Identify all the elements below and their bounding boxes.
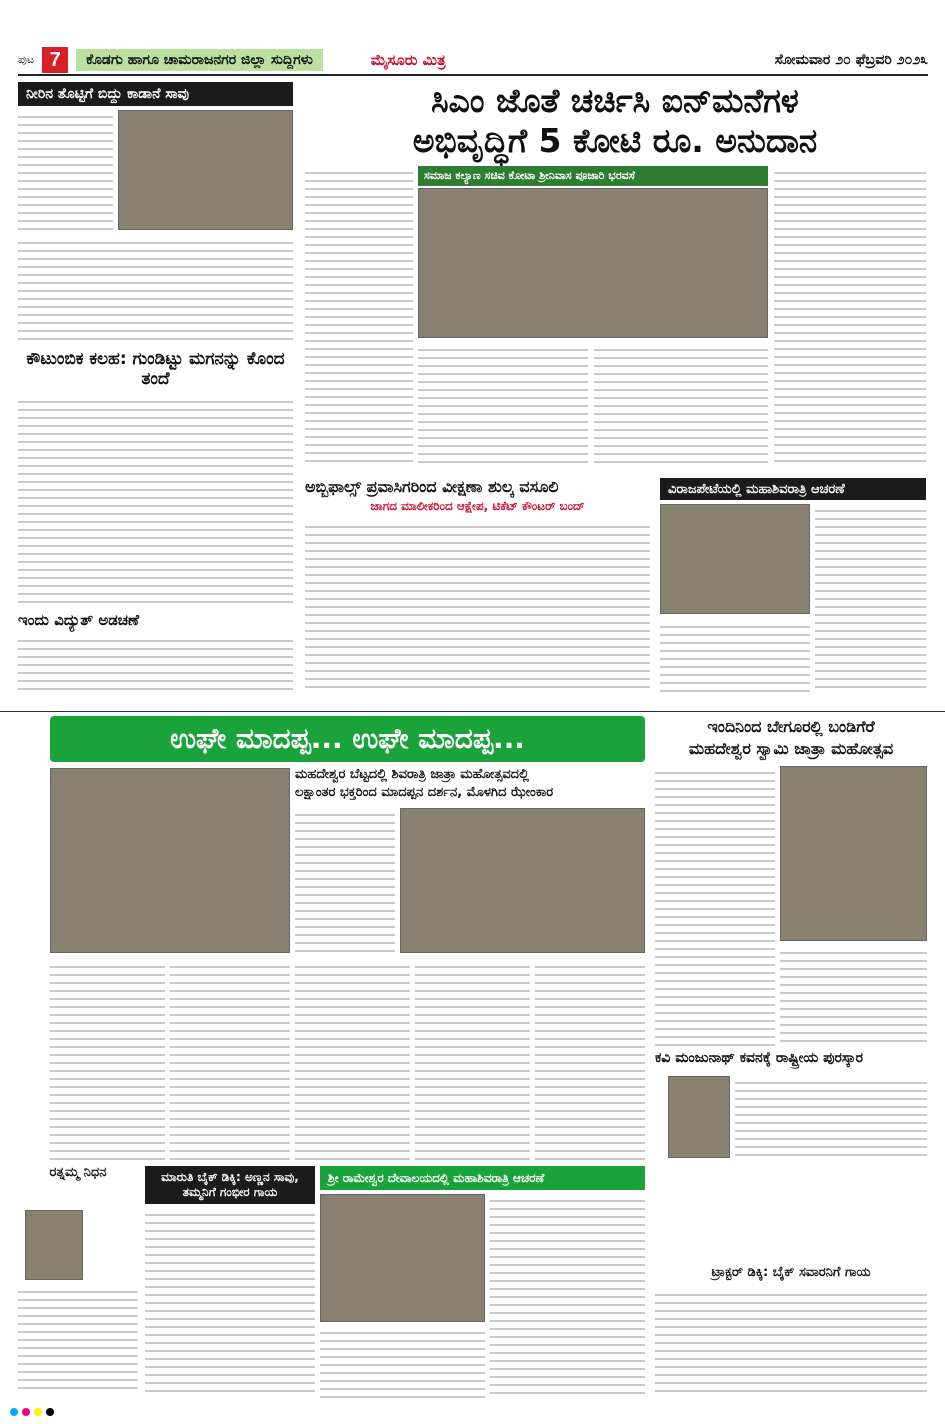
poet-text: [735, 1076, 927, 1158]
lead-headline-line-1: ಸಿಎಂ ಜೊತೆ ಚರ್ಚಿಸಿ ಐನ್‌ಮನೆಗಳ: [431, 81, 799, 120]
rameshwara-photo: [320, 1194, 485, 1322]
begur-text-2: [780, 946, 927, 1046]
black-dot: [46, 1408, 54, 1416]
elephant-headline: ನೀರಿನ ತೊಟ್ಟಿಗೆ ಬಿದ್ದು ಕಾಡಾನೆ ಸಾವು: [18, 82, 293, 106]
section-divider: [0, 711, 945, 712]
issue-date: ಸೋಮವಾರ ೨೦ ಫೆಬ್ರವರಿ ೨೦೨೩: [774, 52, 928, 68]
lead-text-col-2: [418, 343, 588, 468]
mm-hills-banner: ಉಘೇ ಮಾದಪ್ಪ... ಉಘೇ ಮಾದಪ್ಪ...: [50, 716, 645, 762]
tractor-headline: ಟ್ರಾಕ್ಟರ್ ಡಿಕ್ಕಿ: ಬೈಕ್ ಸವಾರನಿಗೆ ಗಾಯ: [711, 1265, 871, 1280]
power-text: [18, 634, 293, 694]
cyan-dot: [10, 1408, 18, 1416]
lead-text-col-4: [774, 166, 926, 468]
rameshwara-text: [490, 1194, 645, 1398]
page-label: ಪುಟ: [18, 53, 35, 66]
accident-headline-line-2: ತಮ್ಮನಿಗೆ ಗಂಭೀರ ಗಾಯ: [182, 1185, 278, 1199]
lead-text-col-1: [305, 166, 413, 466]
abhifalls-subheadline: ಜಾಗದ ಮಾಲೀಕರಿಂದ ಆಕ್ಷೇಪ, ಟಿಕೆಟ್ ಕೌಂಟರ್ ಬಂದ್: [370, 499, 585, 513]
obituary-text: [18, 1285, 138, 1395]
begur-photo: [780, 766, 927, 941]
registration-marks-left: [10, 1408, 54, 1416]
mm-hills-headline-line-1: ಮಹದೇಶ್ವರ ಬೆಟ್ಟದಲ್ಲಿ ಶಿವರಾತ್ರಿ ಜಾತ್ರಾ ಮಹೋತ್ಸವದಲ್ಲಿ: [295, 767, 529, 782]
poet-photo: [668, 1076, 730, 1158]
lead-headline-line-2: ಅಭಿವೃದ್ಧಿಗೆ 5 ಕೋಟಿ ರೂ. ಅನುದಾನ: [412, 121, 818, 160]
accident-headline-line-1: ಮಾರುತಿ ಬೈಕ್ ಡಿಕ್ಕಿ: ಅಣ್ಣನ ಸಾವು,: [161, 1170, 299, 1184]
section-title: ಕೊಡಗು ಹಾಗೂ ಚಾಮರಾಜನಗರ ಜಿಲ್ಲಾ ಸುದ್ದಿಗಳು: [76, 49, 323, 71]
lead-photo: [418, 188, 768, 338]
yellow-dot: [34, 1408, 42, 1416]
poet-headline: ಕವಿ ಮಂಜುನಾಥ್ ಕವನಕ್ಕೆ ರಾಷ್ಟ್ರೀಯ ಪುರಸ್ಕಾರ: [655, 1050, 864, 1066]
obituary-headline: ರತ್ನಮ್ಮ ನಿಧನ: [49, 1165, 107, 1180]
mm-hills-crowd-photo: [400, 808, 645, 953]
abhifalls-headline: ಅಬ್ಬಿಫಾಲ್ಸ್ ಪ್ರವಾಸಿಗರಿಂದ ವೀಕ್ಷಣಾ ಶುಲ್ಕ ವಸೂಲಿ: [305, 477, 559, 496]
page-number: 7: [42, 47, 68, 73]
mm-hills-text-col-6: [535, 960, 645, 1160]
rameshwara-headline: ಶ್ರೀ ರಾಮೇಶ್ವರ ದೇವಾಲಯದಲ್ಲಿ ಮಹಾಶಿವರಾತ್ರಿ ಆಚರಣೆ: [320, 1166, 645, 1190]
masthead: [18, 46, 928, 76]
begur-headline-line-2: ಮಹದೇಶ್ವರ ಸ್ವಾಮಿ ಜಾತ್ರಾ ಮಹೋತ್ಸವ: [688, 739, 894, 758]
accident-text: [145, 1208, 315, 1398]
virajpet-text-2: [660, 620, 810, 694]
mm-hills-text-col-5: [415, 960, 530, 1160]
mm-hills-text-col-3: [170, 960, 290, 1160]
magenta-dot: [22, 1408, 30, 1416]
mm-hills-text-col-2: [50, 960, 165, 1160]
elephant-photo: [118, 110, 293, 230]
elephant-text: [18, 110, 113, 230]
rameshwara-text-2: [320, 1326, 485, 1398]
obituary-photo: [25, 1210, 83, 1280]
family-headline: ಕೌಟುಂಬಿಕ ಕಲಹ: ಗುಂಡಿಟ್ಟು ಮಗನನ್ನು ಕೊಂದ ತಂದೆ: [26, 349, 285, 389]
virajpet-text: [815, 504, 926, 694]
begur-headline-line-1: ಇಂದಿನಿಂದ ಬೇಗೂರಲ್ಲಿ ಬಂಡಿಗೆರೆ: [707, 717, 875, 736]
family-text: [18, 395, 293, 605]
accident-headline: [145, 1166, 315, 1204]
lead-caption: ಸಮಾಜ ಕಲ್ಯಾಣ ಸಚಿವ ಕೋಟಾ ಶ್ರೀನಿವಾಸ ಪೂಜಾರಿ ಭರವಸೆ: [418, 166, 768, 186]
virajpet-headline: ವಿರಾಜಪೇಟೆಯಲ್ಲಿ ಮಹಾಶಿವರಾತ್ರಿ ಆಚರಣೆ: [660, 478, 926, 500]
tractor-text: [655, 1288, 927, 1398]
mm-hills-headline-line-2: ಲಕ್ಷಾಂತರ ಭಕ್ತರಿಂದ ಮಾದಪ್ಪನ ದರ್ಶನ, ಮೊಳಗಿದ ಝೇಂಕಾರ: [295, 785, 554, 800]
begur-text: [655, 766, 775, 1046]
mm-hills-shrine-photo: [50, 768, 290, 953]
mm-hills-text-col-4: [295, 960, 410, 1160]
virajpet-photo: [660, 504, 810, 614]
power-headline: ಇಂದು ವಿದ್ಯುತ್ ಅಡಚಣೆ: [18, 611, 139, 629]
elephant-text-2: [18, 236, 293, 346]
mm-hills-text-col-1: [295, 808, 395, 958]
newspaper-brand: ಮೈಸೂರು ಮಿತ್ರ: [370, 51, 446, 69]
abhifalls-text: [305, 520, 650, 694]
lead-text-col-3: [594, 343, 768, 468]
